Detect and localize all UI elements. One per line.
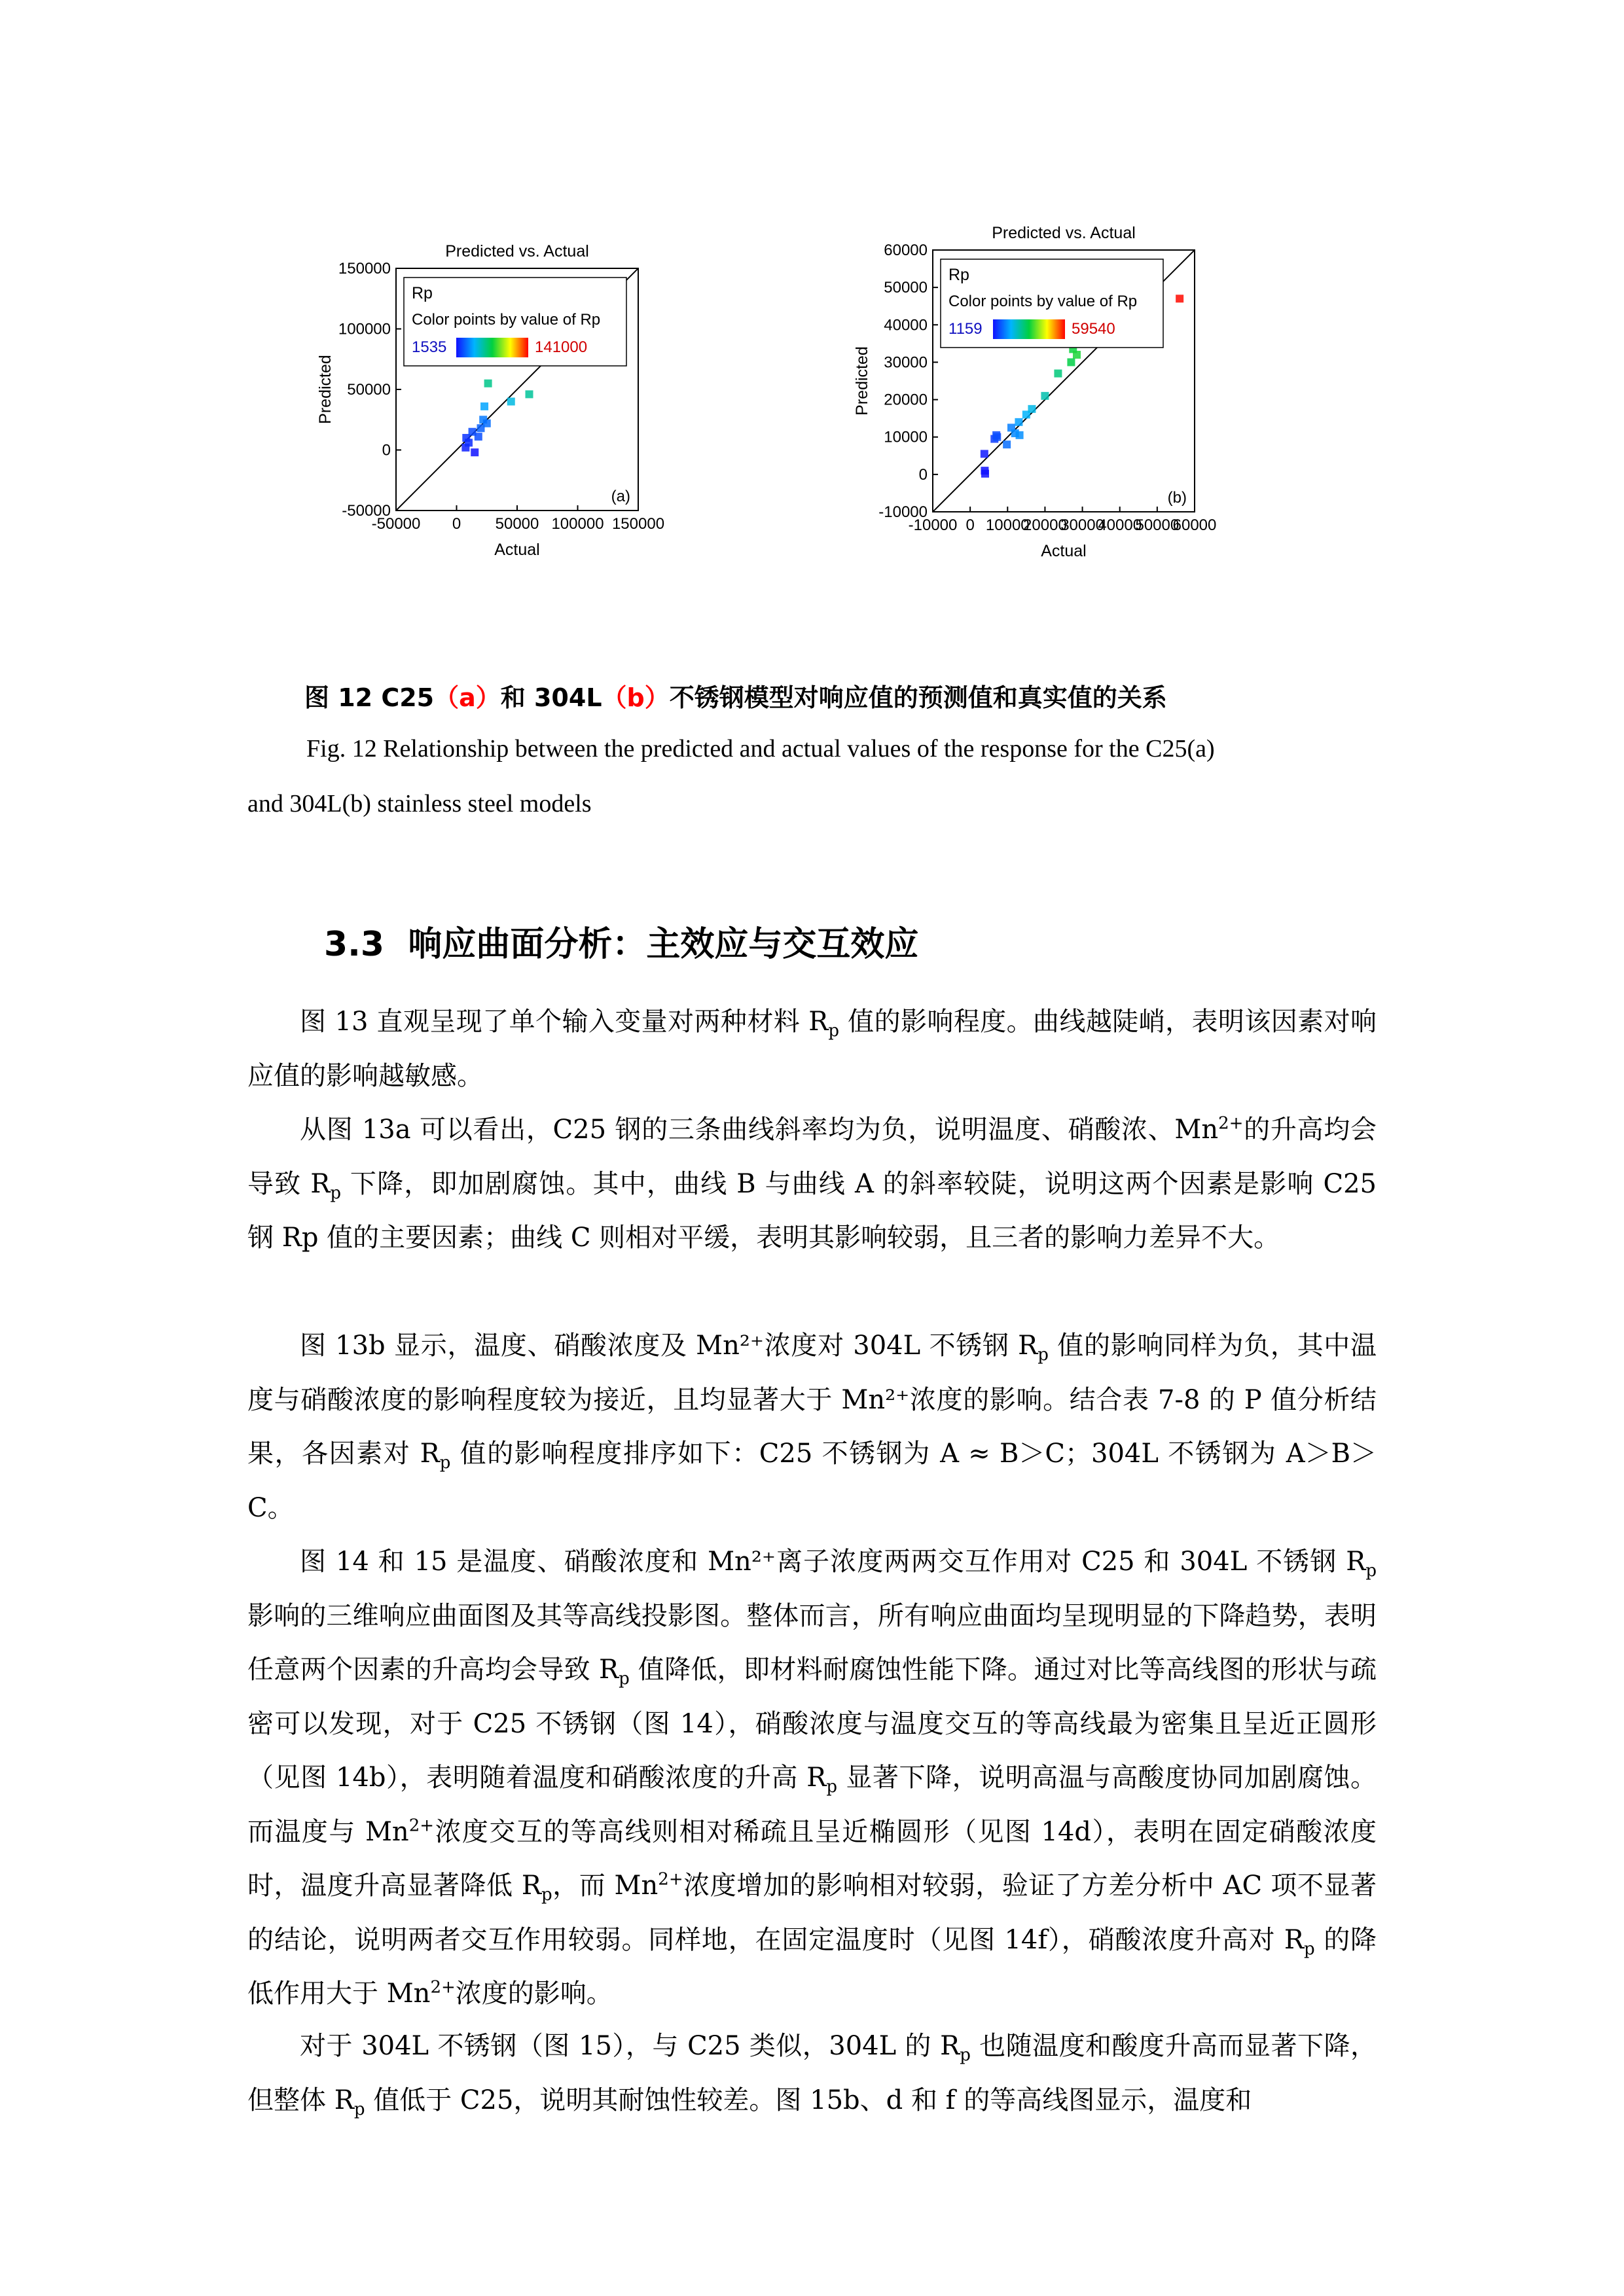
x-axis-label: Actual [1041,542,1087,560]
data-point [1067,358,1075,366]
legend-subtitle: Color points by value of Rp [412,311,601,329]
chart-title: Predicted vs. Actual [992,224,1136,242]
y-tick-label: -10000 [878,503,928,521]
data-point [981,450,988,457]
legend-color-bar [993,319,1065,339]
figure-caption-en-line2: and 304L(b) stainless steel models [247,790,592,817]
y-tick-label: 150000 [338,260,391,278]
x-tick-label: 150000 [611,515,665,533]
data-point [475,433,482,440]
data-point [1073,351,1081,359]
data-point [1176,295,1183,302]
paragraph-5: 对于 304L 不锈钢（图 15），与 C25 类似，304L 的 $R_p$ 也随温度和酸度升高而显著下降，但整体 $R_p$ 值低于 C25，说明其耐蚀性较差。图 15b、d 和 f 的等高线图显示，温度和 [247,2031,1377,2119]
x-tick-label: 20000 [1023,516,1067,534]
x-tick-label: 30000 [1060,516,1104,534]
y-tick-label: 0 [918,465,928,484]
panel-label: (a) [611,488,630,505]
y-tick-label: 10000 [884,428,928,446]
x-tick-label: -50000 [371,515,421,533]
x-tick-label: 50000 [495,515,539,533]
x-tick-label: 10000 [985,516,1030,534]
data-point [1054,370,1062,378]
legend-subtitle: Color points by value of Rp [948,293,1138,310]
paragraph-1: 图 13 直观呈现了单个输入变量对两种材料 $R_p$ 值的影响程度。曲线越陡峭，表明该因素对响应值的影响越敏感。 [247,1007,1377,1091]
data-point [1028,405,1036,413]
figure-12-charts [288,196,1401,655]
data-point [1041,392,1049,400]
y-axis-label: Predicted [316,355,334,424]
data-point [1015,418,1022,426]
data-point [526,390,533,398]
y-axis-label: Predicted [853,346,871,416]
legend-min: 1159 [948,320,983,338]
y-tick-label: 40000 [884,316,928,334]
x-tick-label: 40000 [1098,516,1142,534]
data-point [484,380,492,387]
x-tick-label: 50000 [1135,516,1180,534]
paragraph-4: 图 14 和 15 是温度、硝酸浓度和 Mn²⁺离子浓度两两交互作用对 C25 和 304L 不锈钢 $R_p$ 影响的三维响应曲面图及其等高线投影图。整体而言，所有响应曲面均呈现明显的下降趋势，表明任意两个因素的升高均会导致 $R_p$ 值降低，即材料耐腐蚀性能下降。通过对比等高线图的形状与疏密可以发现，对于 C25 不锈钢（图 14），硝酸浓度与温度交互的等高线最为密集且呈近正圆形（见图 14b），表明随着温度和硝酸浓度的升高 $R_p$ 显著下降，说明高温与高酸度协同加剧腐蚀。而温度与 $Mn^{2+}$浓度交互的等高线则相对稀疏且呈近椭圆形（见图 14d），表明在固定硝酸浓度时，温度升高显著降低 $R_p$，而 $Mn^{2+}$浓度增加的影响相对较弱，验证了方差分析中 AC 项不显著的结论，说明两者交互作用较弱。同样地，在固定温度时（见图 14f），硝酸浓度升高对 $R_p$ 的降低作用大于 $Mn^{2+}$浓度的影响。 [247,1547,1377,2009]
legend-max: 59540 [1072,320,1115,338]
y-tick-label: 50000 [884,279,928,297]
x-tick-label: 60000 [1172,516,1217,534]
legend-title: Rp [948,266,969,284]
chart-a [316,242,664,559]
figure-caption-en-line1: Fig. 12 Relationship between the predicted and actual values of the response for the C25(a) [306,735,1215,762]
x-tick-label: 0 [965,516,975,534]
y-tick-label: 100000 [338,320,391,338]
section-title: 3.3 响应曲面分析：主效应与交互效应 [324,925,919,964]
y-tick-label: -50000 [342,502,391,520]
chart-title: Predicted vs. Actual [445,242,589,260]
data-point [480,403,488,410]
legend-max: 141000 [535,338,588,356]
data-point [507,398,515,406]
data-point [1003,440,1011,448]
x-axis-label: Actual [494,541,540,559]
legend-min: 1535 [412,338,447,356]
data-point [993,433,1001,441]
x-tick-label: 0 [452,515,461,533]
y-tick-label: 60000 [884,242,928,259]
figure-12 [288,196,1401,655]
figure-caption-cn: 图 12 C25（a）和 304L（b）不锈钢模型对响应值的预测值和真实值的关系 [304,683,1167,712]
y-tick-label: 50000 [347,381,391,399]
paragraph-2: 从图 13a 可以看出，C25 钢的三条曲线斜率均为负，说明温度、硝酸浓、$Mn^{2+}$的升高均会导致 $R_p$ 下降，即加剧腐蚀。其中，曲线 B 与曲线 A 的斜率较陡，说明这两个因素是影响 C25 钢 Rp 值的主要因素；曲线 C 则相对平缓，表明其影响较弱，且三者的影响力差异不大。 [247,1113,1377,1253]
y-tick-label: 30000 [884,353,928,372]
data-point [1016,431,1024,439]
data-point [981,470,989,478]
y-tick-label: 0 [382,441,391,459]
y-tick-label: 20000 [884,391,928,409]
x-tick-label: -10000 [908,516,958,534]
legend-title: Rp [412,284,433,302]
paragraph-3: 图 13b 显示，温度、硝酸浓度及 Mn²⁺浓度对 304L 不锈钢 $R_p$ 值的影响同样为负，其中温度与硝酸浓度的影响程度较为接近，且均显著大于 Mn²⁺浓度的影响。结合表 7-8 的 P 值分析结果，各因素对 $R_p$ 值的影响程度排序如下：C25 不锈钢为 A ≈ B＞C；304L 不锈钢为 A＞B＞C。 [247,1331,1377,1523]
panel-label: (b) [1167,489,1187,507]
data-point [471,448,478,456]
data-point [465,439,473,446]
legend-color-bar [456,338,528,357]
data-point [483,420,491,427]
chart-b [853,224,1216,560]
x-tick-label: 100000 [551,515,604,533]
